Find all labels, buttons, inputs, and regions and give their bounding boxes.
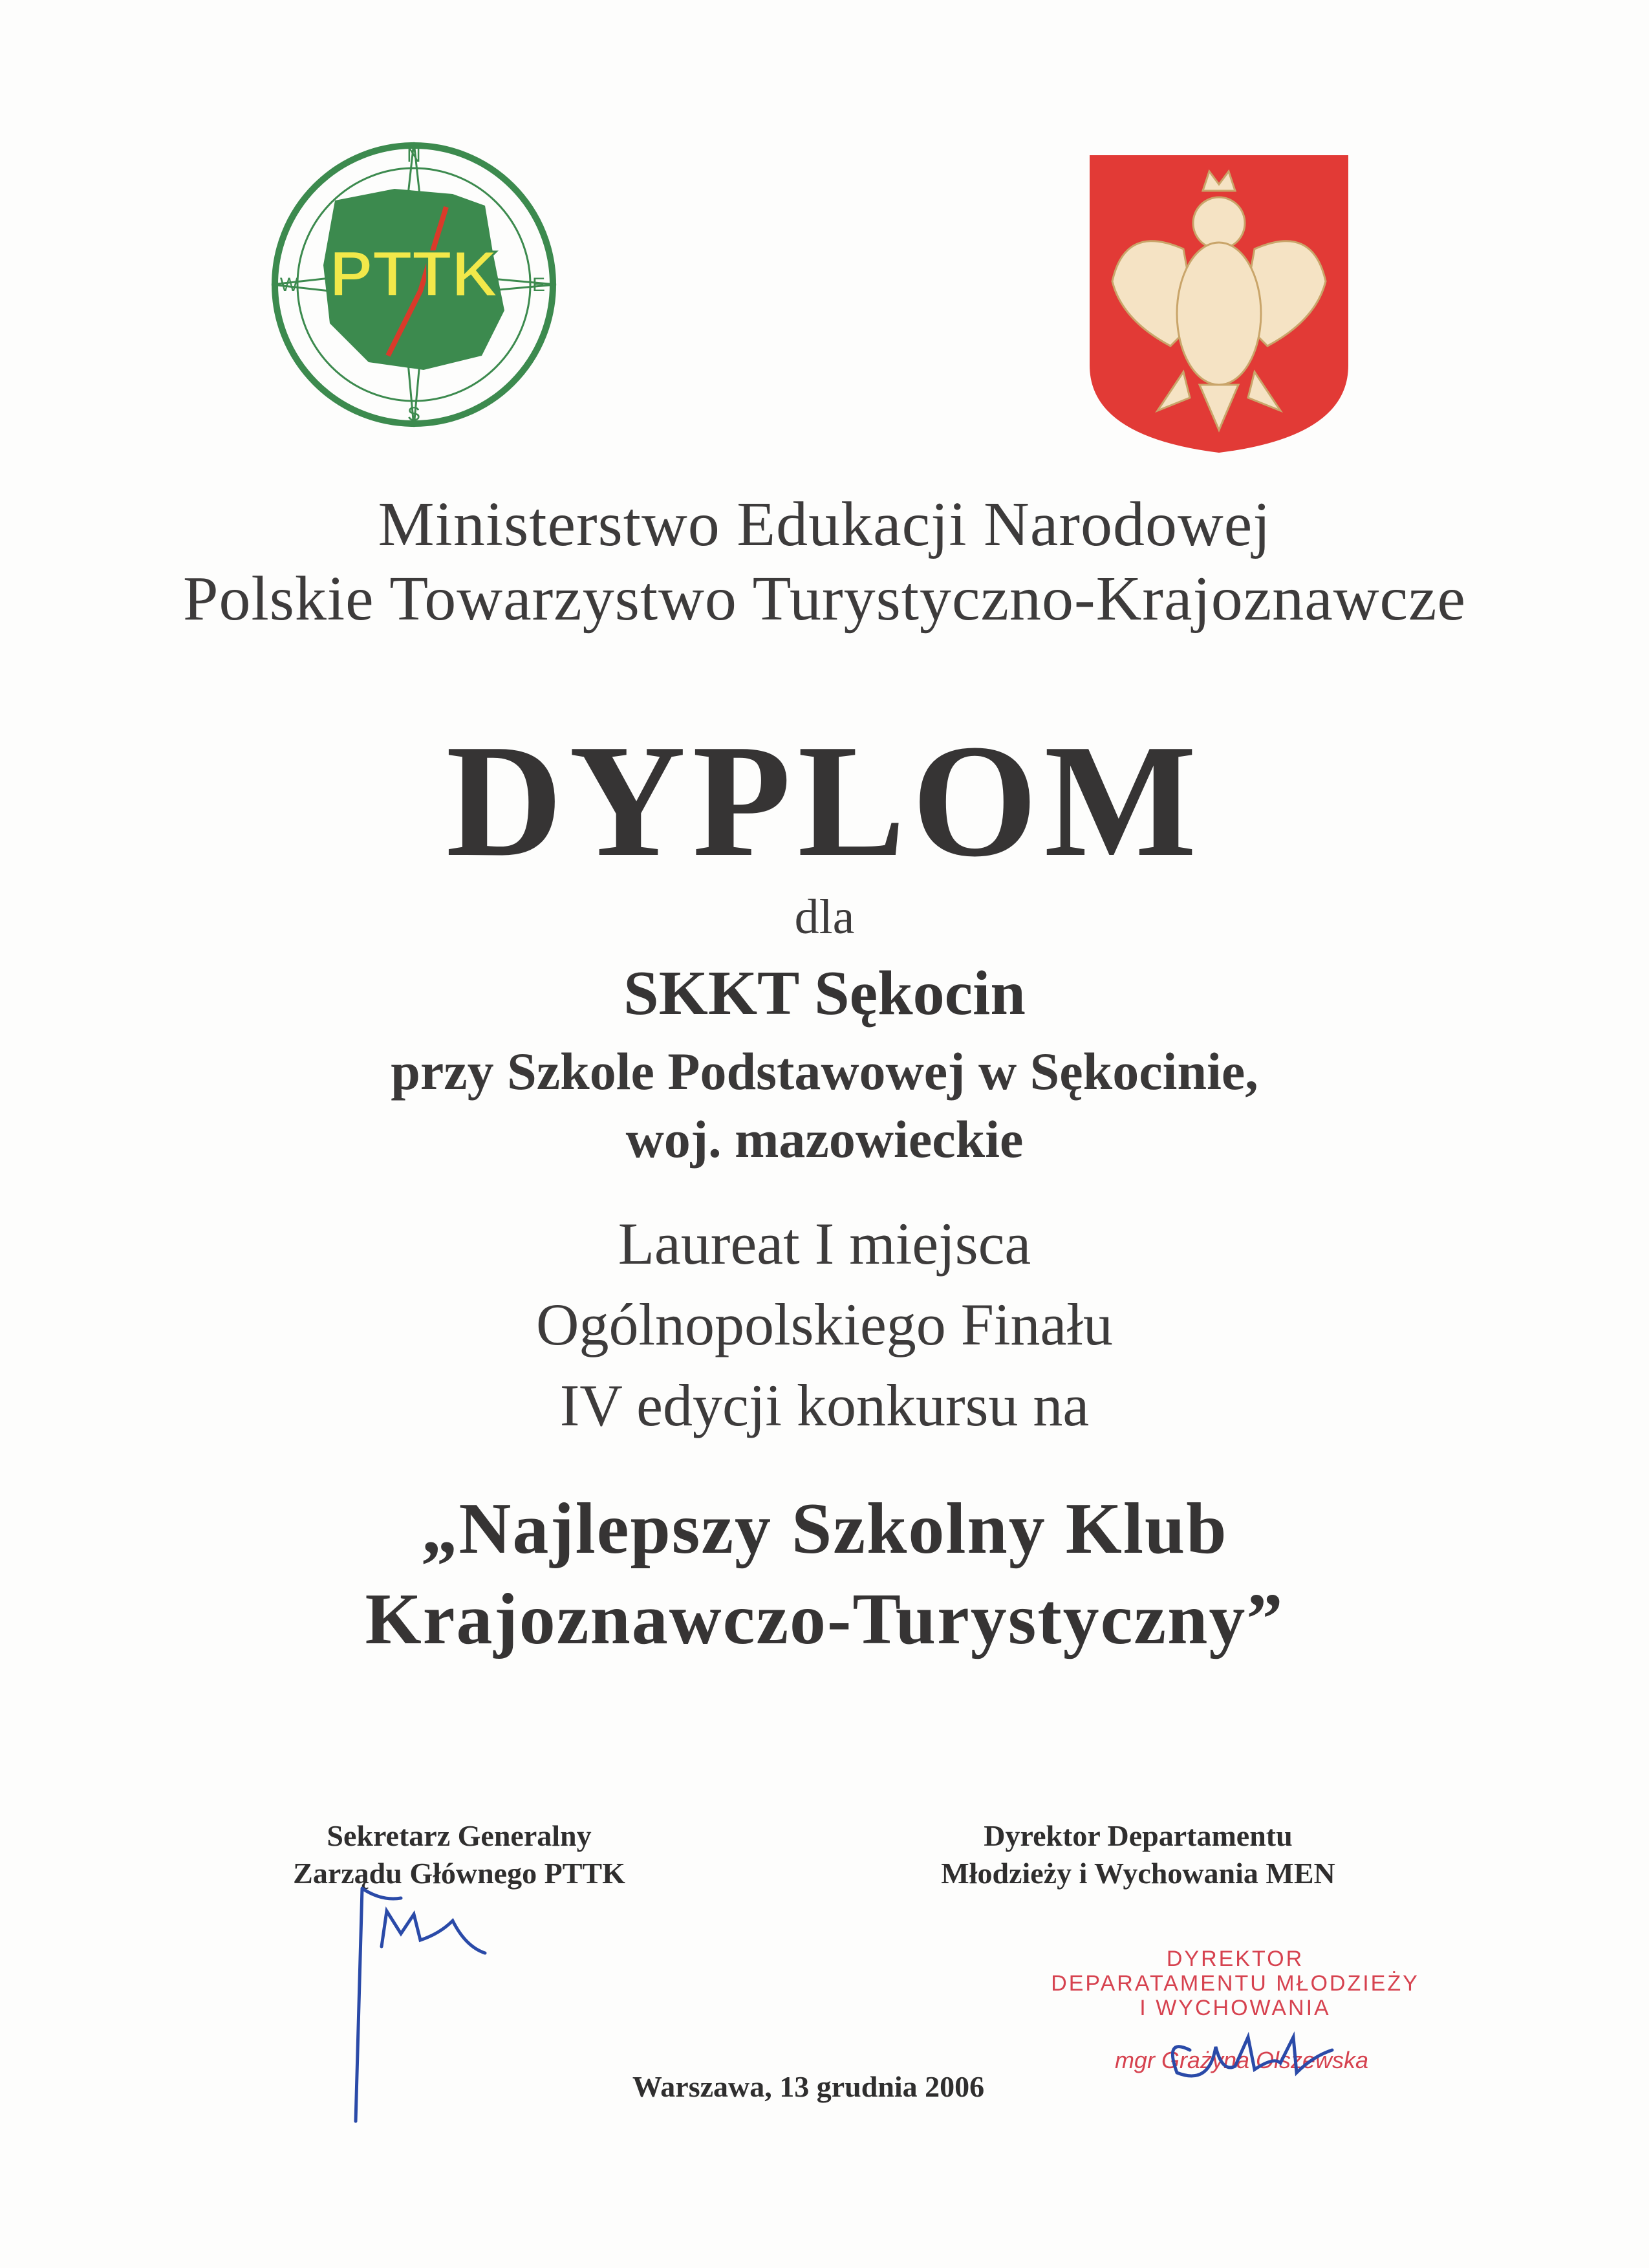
compass-e: E bbox=[532, 274, 546, 296]
ministry-name: Ministerstwo Edukacji Narodowej bbox=[378, 490, 1271, 559]
recipient-name: SKKT Sękocin bbox=[623, 958, 1026, 1028]
for-label: dla bbox=[794, 890, 855, 944]
award-line-2: Ogólnopolskiego Finału bbox=[536, 1291, 1113, 1357]
stamp-line-2: DEPARATAMENTU MŁODZIEŻY bbox=[1051, 1971, 1419, 1996]
signatory-right bbox=[860, 1817, 1416, 1892]
signature-right bbox=[1151, 2011, 1345, 2095]
compass-s: S bbox=[407, 404, 421, 425]
signatory-left-title: Sekretarz Generalny bbox=[327, 1819, 592, 1852]
signature-left bbox=[343, 1863, 511, 2134]
pttk-logo bbox=[259, 129, 569, 440]
recipient-school: przy Szkole Podstawowej w Sękocinie, bbox=[391, 1042, 1258, 1101]
signatory-left-org: Zarządu Głównego PTTK bbox=[293, 1857, 625, 1890]
recipient-region: woj. mazowieckie bbox=[625, 1110, 1024, 1169]
society-name: Polskie Towarzystwo Turystyczno-Krajoznawcze bbox=[182, 564, 1467, 634]
contest-name-line-2: Krajoznawczo-Turystyczny” bbox=[365, 1579, 1284, 1659]
compass-n: N bbox=[407, 145, 421, 166]
stamp-line-3: I WYCHOWANIA bbox=[1139, 1996, 1331, 2020]
polish-eagle-emblem bbox=[1086, 152, 1352, 456]
place-and-date: Warszawa, 13 grudnia 2006 bbox=[632, 2070, 985, 2103]
compass-w: W bbox=[279, 274, 299, 296]
diploma-title: DYPLOM bbox=[446, 711, 1203, 891]
stamp-line-1: DYREKTOR bbox=[1166, 1947, 1304, 1971]
signatory-right-title: Dyrektor Departamentu bbox=[984, 1819, 1293, 1852]
signatory-right-org: Młodzieży i Wychowania MEN bbox=[941, 1857, 1335, 1890]
pttk-logo-text: PTTK bbox=[329, 238, 499, 310]
contest-name-line-1: „Najlepszy Szkolny Klub bbox=[421, 1489, 1228, 1569]
award-line-1: Laureat I miejsca bbox=[618, 1211, 1031, 1277]
stamp-signatory-name: mgr Grażyna Olszewska bbox=[1114, 2047, 1369, 2073]
award-line-3: IV edycji konkursu na bbox=[559, 1372, 1090, 1438]
official-stamp bbox=[1009, 1947, 1461, 2020]
